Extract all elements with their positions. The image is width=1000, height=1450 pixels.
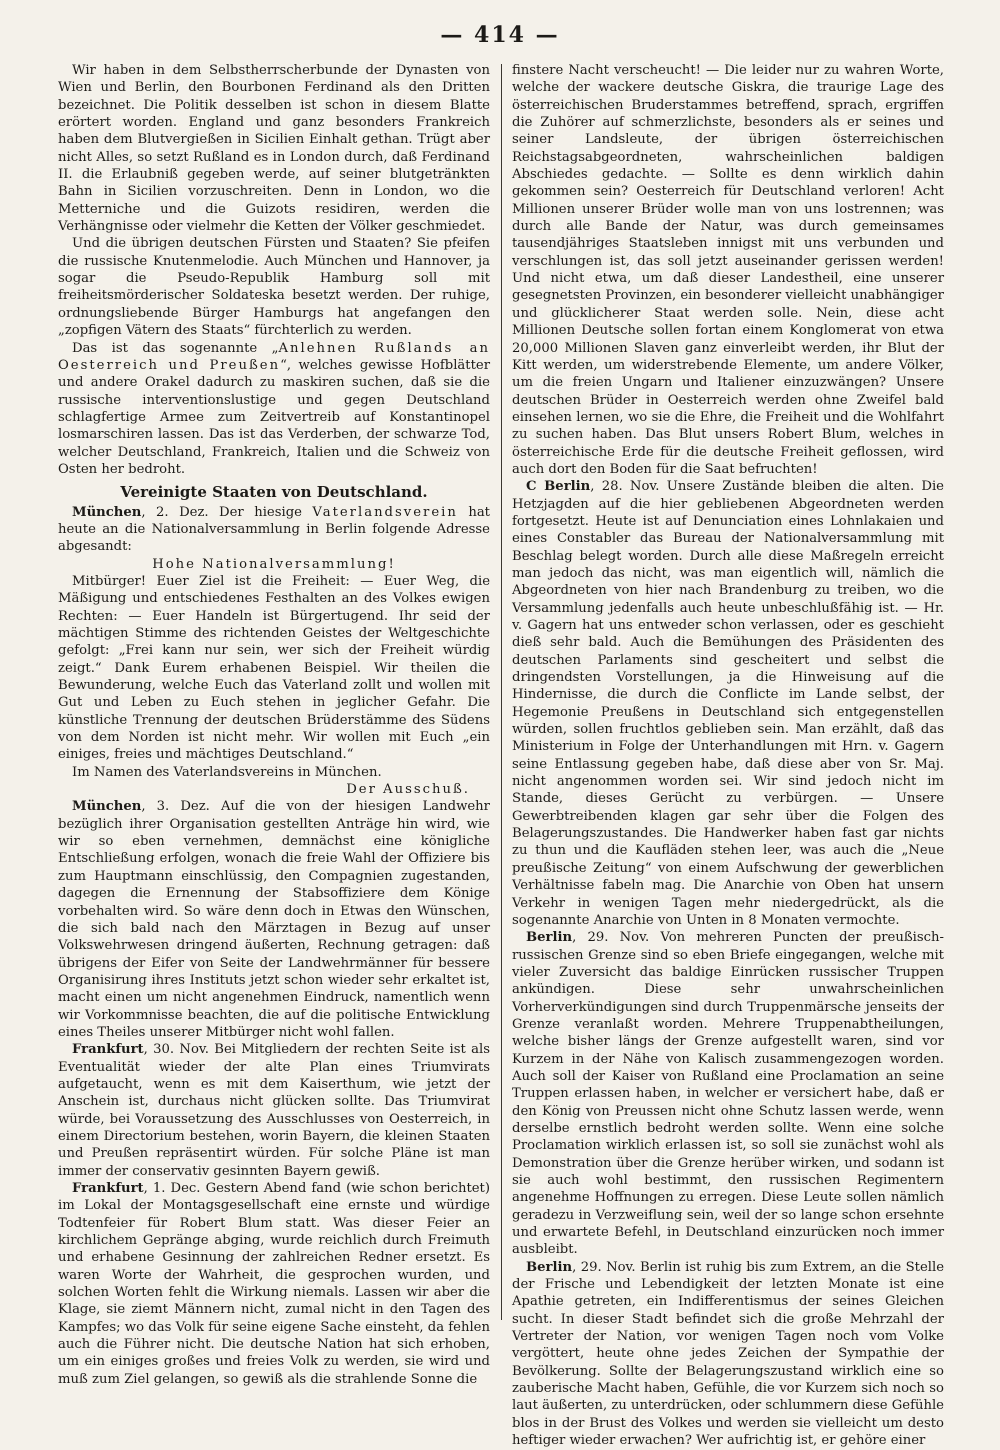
article-paragraph <box>58 340 490 479</box>
address-signature: Der Ausschuß. <box>346 782 470 798</box>
article-munich-2 <box>58 798 490 1041</box>
section-heading: Vereinigte Staaten von Deutschland. <box>120 483 428 502</box>
dateline-place: C Berlin <box>526 479 591 495</box>
dateline-date: , 29. Nov. <box>572 930 650 946</box>
article-text: Der hiesige <box>208 504 313 520</box>
article-frankfurt-2 <box>58 1180 490 1388</box>
article-frankfurt-1 <box>58 1041 490 1180</box>
right-column <box>512 62 945 1449</box>
dateline-place: Berlin <box>526 1259 573 1275</box>
column-divider <box>501 64 502 1320</box>
dateline-place: München <box>72 504 142 520</box>
article-berlin-2 <box>512 929 944 1259</box>
address-text: Mitbürger! Euer Ziel ist die Freiheit: — Euer Weg, die Mäßigung und entschiedenes Festhalten an des Volkes ewigen Rechten: — Euer Handeln ist Bürgertugend. Ihr seid der mächtigen Stimme des richtenden Geistes der Weltgeschichte gefolgt: „Frei kann nur sein, wer sich der Freiheit würdig zeigt.“ Dank Eurem erhabenen Beispiel. Wir theilen die Bewunderung, welche Euch das Vaterland zollt und wollen mit Gut und Leben zu Euch stehen in jeglicher Gefahr. Die künstliche Trennung der deutschen Brüderstämme des Südens von dem Norden ist nicht mehr. Wir wollen mit Euch „ein einiges, freies und mächtiges Deutschland.“ <box>58 573 490 763</box>
article-berlin-3 <box>512 1259 944 1450</box>
article-text: Von mehreren Puncten der preußisch-russischen Grenze sind so eben Briefe eingegangen, welche mit vieler Zuversicht das baldige Einrücken russischer Truppen ankündigen. Diese sehr unwahrscheinlichen Vorherverkündigungen sind durch Truppenmärsche jenseits der Grenze veranlaßt worden. Mehrere Truppenabtheilungen, welche bisher längs der Grenze aufgestellt waren, sind vor Kurzem in der Nähe von Kalisch zusammengezogen worden. Auch soll der Kaiser von Rußland eine Proclamation an seine Truppen erlassen haben, in welcher er versichert habe, daß er den König von Preussen nicht ohne Schutz lassen werde, wenn derselbe ernstlich bedroht werden sollte. Wenn eine solche Proclamation wirklich erlassen ist, so soll sie zunächst wohl als Demonstration über die Grenze herüber wirken, und sodann ist sie auch wohl bestimmt, den russischen Regimentern angenehme Hoffnungen zu erregen. Diese Leute sollen nämlich geradezu in Verzweiflung sein, weil der so lange schon ersehnte und erwartete Befehl, in Deutschland einzurücken noch immer ausbleibt. <box>512 930 944 1258</box>
emphasized-text: Anlehnen Rußlands an Oesterreich und Preußen <box>58 340 490 373</box>
article-text: Berlin ist ruhig bis zum Extrem, an die Stelle der Frische und Lebendigkeit der letzten Monate ist eine Apathie getreten, ein Indifferentismus der seines Gleichen sucht. In dieser Stadt befindet sich die große Mehrzahl der Vertreter der Nation, vor wenigen Tagen noch vom Volke vergöttert, heute ohne jedes Zeichen der Sympathie der Bevölkerung. Sollte der Belagerungszustand wirklich eine so zauberische Macht haben, Gefühle, die vor Kurzem sich noch so laut äußerten, zu unterdrücken, oder schlummern diese Gefühle blos in der Brust des Volkes und werden sie vielleicht um desto heftiger wieder erwachen? Wer aufrichtig ist, er gehöre einer <box>512 1259 945 1449</box>
dateline-date: , 28. Nov. <box>590 479 660 495</box>
dateline-date: , 30. Nov. <box>143 1042 209 1058</box>
dateline-date: , 2. Dez. <box>141 504 209 520</box>
article-text: Unsere Zustände bleiben die alten. Die Hetzjagden auf die hier gebliebenen Abgeordneten werden fortgesetzt. Heute ist auf Denunciation eines Lohnlakaien und eines Constabler das Bureau der Nationalversammlung mit Beschlag belegt worden. Durch alle diese Maßregeln erreicht man jedoch das nicht, was man eigentlich will, nämlich die Abgeordneten von hier nach Brandenburg zu treiben, wo die Versammlung jedenfalls auch heute unbeschlußfähig ist. — Hr. v. Gagern hat uns entweder schon verlassen, oder es geschieht dieß sehr bald. Auch die Bemühungen des Präsidenten des deutschen Parlaments sind gescheitert und selbst die dringendsten Vorstellungen, ja die Hinweisung auf die Hindernisse, die durch die Conflicte im Lande selbst, der Hegemonie Preußens in Deutschland sich entgegenstellen würden, sollen fruchtlos geblieben sein. Man erzählt, daß das Ministerium in Folge der Unterhandlungen mit Hrn. v. Gagern seine Entlassung gegeben habe, daß diese aber von Sr. Maj. nicht angenommen worden sei. Wir sind jedoch nicht im Stande, dieses Gerücht zu verbürgen. — Unsere Gewerbtreibenden klagen gar sehr über die Folgen des Belagerungszustandes. Die Handwerker haben fast gar nichts zu thun und die Kaufläden stehen leer, was auch die „Neue preußische Zeitung“ von einem Aufschwung der gewerblichen Verhältnisse fabeln mag. Die Anarchie von Oben hat unsern Verkehr in wenigen Tagen mehr niedergedrückt, als die sogenannte Anarchie von Unten in 8 Monaten vermochte. <box>512 479 944 928</box>
article-paragraph: finstere Nacht verscheucht! — Die leider nur zu wahren Worte, welche der wackere deutsche Giskra, die traurige Lage des österreichischen Bruderstammes betreffend, sprach, ergriffen die Zuhörer auf schmerzlichste, besonders als er seines und seiner Landsleute, der übrigen österreichischen Reichstagsabgeordneten, wahrscheinlichen baldigen Abschiedes gedachte. — Sollte es denn wirklich dahin gekommen sein? Oesterreich für Deutschland verloren! Acht Millionen unserer Brüder wolle man von uns lostrennen; was durch alle Bande der Natur, was durch gemeinsames tausendjähriges Staatsleben innigst mit uns verbunden und verschlungen ist, das soll jetzt auseinander gerissen werden! Und nicht etwa, um daß dieser Landestheil, eine unserer gesegnetsten Provinzen, ein besonderer vielleicht unabhängiger und glücklicherer Staat werden solle. Nein, diese acht Millionen Deutsche sollen fortan einem Konglomerat von etwa 20,000 Millionen Slaven ganz einverleibt werden, ihr Blut der Kitt werden, um widerstrebende Elemente, um andere Völker, um die freien Ungarn und Italiener einzuzwängen? Unsere deutschen Brüder in Oesterreich werden ohne Zweifel bald einsehen lernen, wo sie die Ehre, die Freiheit und die Wohlfahrt zu suchen haben. Das Blut unsers Robert Blum, welches in österreichische Erde für die deutsche Freiheit geflossen, wird auch dort den Boden für die Saat befruchten! <box>512 63 944 477</box>
article-paragraph: Wir haben in dem Selbstherrscherbunde der Dynasten von Wien und Berlin, den Bourbonen Ferdinand als den Dritten bezeichnet. Die Politik desselben ist schon in diesem Blatte erörtert worden. England und ganz besonders Frankreich haben dem Blutvergießen in Sicilien Einhalt gethan. Trügt aber nicht Alles, so setzt Rußland es in London durch, daß Ferdinand II. die Erlaubniß gegeben werde, auf seiner blutgetränkten Bahn in Sicilien vorzuschreiten. Denn in London, wo die Metterniche und die Guizots residiren, werden die Verhängnisse oder vielmehr die Ketten der Völker geschmiedet. <box>58 63 490 235</box>
dateline-place: Berlin <box>526 930 573 946</box>
dateline-place: Frankfurt <box>72 1181 144 1196</box>
paragraph-text: Das ist das sogenannte „ <box>72 340 279 356</box>
article-text: Auf die von der hiesigen Landwehr bezüglich ihrer Organisation gestellten Anträge hin wird, wie wir so eben vernehmen, demnächst eine königliche Entschließung erfolgen, wonach die freie Wahl der Offiziere bis zum Hauptmann einschlüssig, den Compagnien zugestanden, dagegen die Ernennung der Stabsoffiziere dem Könige vorbehalten wird. So wäre denn doch in Etwas den Wünschen, die sich bald nach den Märztagen in Bezug auf unser Volkswehrwesen dringend äußerten, Rechnung getragen: daß übrigens der Eifer von Seite der Landwehrmänner für bessere Organisirung ihres Instituts jetzt schon wieder sehr erkaltet ist, macht einen um nicht angenehmen Eindruck, namentlich wenn wir Vorkommnisse beachten, die auf die politische Entwicklung eines Theiles unserer Mitbürger nicht wohl fallen. <box>58 799 490 1040</box>
address-closing: Im Namen des Vaterlandsvereins in München. <box>72 764 382 780</box>
article-paragraph: Und die übrigen deutschen Fürsten und Staaten? Sie pfeifen die russische Knutenmelodie. Auch München und Hannover, ja sogar die Pseudo-Republik Hamburg soll mit freiheitsmörderischer Soldateska besetzt werden. Der ruhige, ordnungsliebende Bürger Hamburgs hat angefangen den „zopfigen Vätern des Staats“ fürchterlich zu werden. <box>58 236 490 339</box>
article-text: Gestern Abend fand (wie schon berichtet) im Lokal der Montagsgesellschaft eine ernste und würdige Todtenfeier für Robert Blum statt. Was dieser Feier an kirchlichem Gepränge abging, wurde reichlich durch Freimuth und erhabene Gesinnung der zahlreichen Redner ersetzt. Es waren Worte der Wahrheit, die gesprochen wurden, und solchen Worten fehlt die Wirkung niemals. Lassen wir aber die Klage, sie ziemt Männern nicht, zumal nicht in den Tagen des Kampfes; wo das Volk für seine eigene Sache einsteht, da fehlen auch die Führer nicht. Die deutsche Nation hat sich erhoben, um ein einiges großes und freies Volk zu werden, sie wird und muß zum Ziel gelangen, so gewiß als die strahlende Sonne die <box>58 1181 490 1387</box>
emphasized-text: Vaterlandsverein <box>312 504 458 520</box>
dateline-date: , 1. Dec. <box>143 1181 201 1196</box>
dateline-place: Frankfurt <box>72 1042 144 1058</box>
page-number: — 414 — <box>440 22 560 48</box>
paragraph-text: “, welches gewisse Hofblätter und andere Orakel dadurch zu maskiren suchen, daß sie die russische interventionslustige und gegen Deutschland schlagfertige Armee zum Zeitvertreib auf Konstantinopel losmarschiren lassen. Das ist das Verderben, der schwarze Tod, welcher Deutschland, Frankreich, Italien und die Schweiz von Osten her bedroht. <box>58 357 491 477</box>
article-munich-1 <box>58 504 490 556</box>
article-berlin-1 <box>512 478 944 929</box>
dateline-date: , 29. Nov. <box>572 1259 636 1275</box>
left-column <box>58 62 491 1387</box>
dateline-date: , 3. Dez. <box>141 799 210 815</box>
dateline-place: München <box>72 799 142 815</box>
address-heading: Hohe Nationalversammlung! <box>152 556 396 572</box>
article-text: Bei Mitgliedern der rechten Seite ist als Eventualität wieder der alte Plan eines Triumvirats aufgetaucht, wenn es mit dem Kaiserthum, wie jetzt der Anschein ist, durchaus nicht glücken sollte. Das Triumvirat würde, bei Voraussetzung des Ausschlusses von Oesterreich, in einem Directorium bestehen, worin Bayern, die kleinen Staaten und Preußen repräsentirt würden. Für solche Pläne ist man immer der conservativ gesinnten Bayern gewiß. <box>58 1042 490 1179</box>
article-text: hat heute an die Nationalversammlung in Berlin folgende Adresse abgesandt: <box>58 504 490 555</box>
